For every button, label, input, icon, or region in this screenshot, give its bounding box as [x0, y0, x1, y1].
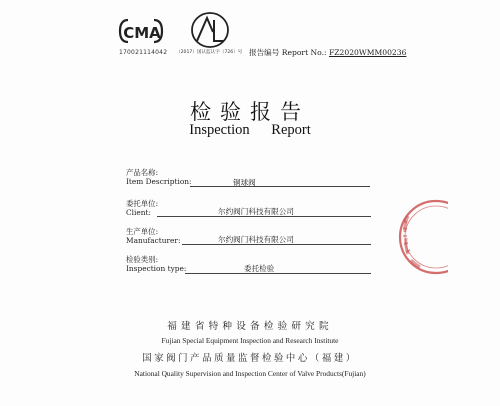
title-chinese: 检验报告 [190, 100, 310, 124]
inspection-type-label [126, 255, 186, 273]
inspection-type-underline [185, 273, 371, 274]
product-label-cn: 产品名称: [126, 168, 159, 177]
manufacturer-label-cn: 生产单位: [126, 227, 159, 236]
product-underline [190, 186, 370, 187]
manufacturer-label [126, 227, 180, 245]
cma-logo [118, 14, 164, 48]
product-label-en: Item Description: [126, 177, 192, 186]
product-label [126, 168, 192, 186]
cal-logo [188, 10, 232, 50]
cal-number: （2017）国认监认字（726）号 [176, 50, 243, 55]
client-value: 尔约阀门科技有限公司 [218, 207, 294, 216]
product-value: 铜球阀 [233, 178, 256, 187]
inspection-type-label-en: Inspection type: [126, 264, 187, 273]
client-label-cn: 委托单位: [126, 199, 159, 208]
report-number [249, 47, 406, 58]
report-number-label: 报告编号 Report No.: [249, 48, 327, 57]
cma-logo-text: CMA [123, 24, 161, 42]
title-english: Inspection Report [189, 122, 311, 138]
inspection-type-value: 委托检验 [244, 264, 275, 273]
client-label-en: Client: [126, 208, 151, 217]
center-name-en: National Quality Supervision and Inspection Center of Valve Products(Fujian) [134, 369, 366, 378]
institute-name-en: Fujian Special Equipment Inspection and Research Institute [161, 336, 339, 345]
report-number-value: FZ2020WMM00236 [329, 48, 407, 57]
manufacturer-label-en: Manufacturer: [126, 236, 181, 245]
seal-stamp-icon [378, 192, 448, 282]
manufacturer-value: 尔约阀门科技有限公司 [218, 235, 294, 244]
cma-number: 170021114042 [119, 49, 168, 56]
inspection-type-label-cn: 检验类别: [126, 255, 159, 264]
client-label [126, 199, 158, 217]
institute-name-cn: 福建省特种设备检验研究院 [167, 321, 333, 332]
center-name-cn: 国家阀门产品质量监督检验中心（福建） [142, 353, 358, 364]
